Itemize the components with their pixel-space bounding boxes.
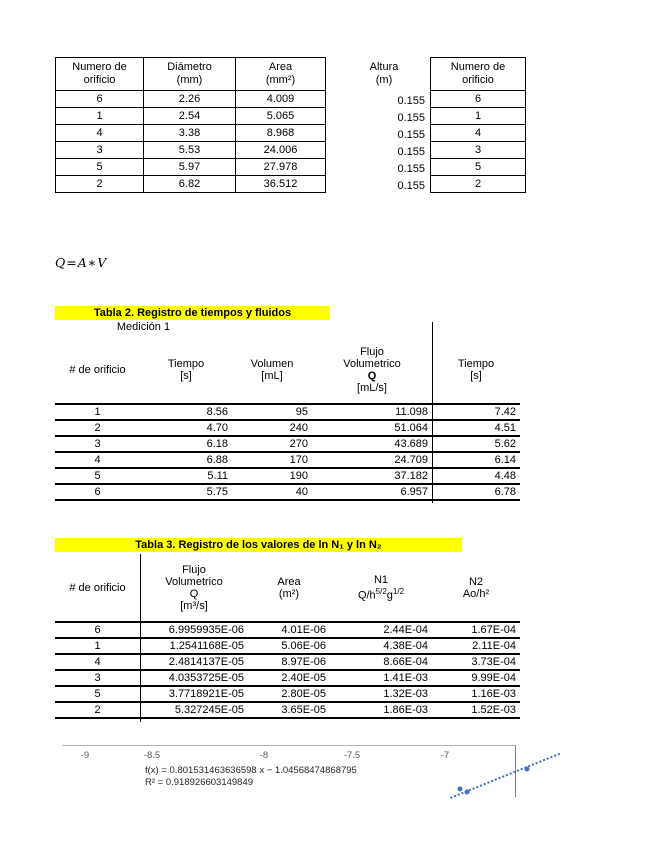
table-row: [431, 108, 526, 125]
header-text: Q: [367, 369, 377, 382]
header-text: N1: [373, 573, 389, 586]
data-point: [458, 787, 463, 792]
table-row: [431, 91, 526, 108]
chart-x-axis-line: [62, 745, 515, 746]
table-row: [55, 420, 520, 436]
equation-text: f(x) = 0.801531463636598 x − 1.04568474868795: [145, 765, 357, 776]
table-cell: 8.97E-06: [248, 654, 330, 670]
n1-formula: $Q/h^{5/2}g^{1/2}$: [357, 586, 405, 602]
tabla3-title: Tabla 3. Registro de los valores de ln N₁ y ln N₂: [55, 538, 462, 552]
tabla3-valores-ln: [55, 554, 520, 719]
table-cell: 170: [232, 452, 312, 468]
table-row: [56, 159, 326, 176]
table-cell: 40: [232, 484, 312, 500]
table-cell: 4: [55, 452, 140, 468]
table-cell: 27.978: [236, 159, 326, 176]
table-cell: 37.182: [312, 468, 432, 484]
x-tick-label: -8.5: [143, 750, 161, 761]
table-cell: 1.67E-04: [432, 622, 520, 638]
table-cell: 7.42: [432, 404, 520, 420]
x-tick-label: -7.5: [343, 750, 361, 761]
table-cell: 6.82: [144, 176, 236, 193]
orifice-dimensions-table: [55, 57, 326, 193]
table-cell: 3.38: [144, 125, 236, 142]
header-text: [s]: [180, 369, 192, 382]
header-text: Altura: [369, 61, 399, 73]
x-tick-label: -7: [440, 750, 450, 761]
table-cell: 5.06E-06: [248, 638, 330, 654]
table-header-row: [56, 58, 326, 91]
table-row: [55, 484, 520, 500]
table-cell: 1.16E-03: [432, 686, 520, 702]
table-cell: 2: [55, 702, 140, 718]
table-cell: 1.2541168E-05: [140, 638, 248, 654]
orifice-number-body: [431, 91, 526, 193]
header-text: Numero de: [72, 61, 127, 73]
col-header-tiempo-1: [140, 336, 232, 404]
header-text: [mL]: [261, 369, 283, 382]
table-cell: 5.327245E-05: [140, 702, 248, 718]
table-cell: 6: [431, 91, 526, 108]
header-text: (m²): [278, 587, 300, 600]
table-row: [55, 686, 520, 702]
col-header-numero-orificio: [431, 58, 526, 91]
table-cell: 5: [55, 686, 140, 702]
col-header-flujo-volumetrico: [312, 336, 432, 404]
col-header-orificio: [55, 336, 140, 404]
table-cell: 3: [56, 142, 144, 159]
table-header-row: [55, 554, 520, 622]
header-text: Q: [189, 587, 199, 600]
table-row: [55, 468, 520, 484]
header-text: Volumen: [250, 357, 294, 370]
table-cell: 3: [431, 142, 526, 159]
header-text: # de orificio: [69, 363, 126, 376]
tabla2-tiempos-fluidos: [55, 336, 520, 501]
header-text: [mL/s]: [357, 381, 387, 394]
col-header-tiempo-2: [432, 336, 520, 404]
table-cell: 6.957: [312, 484, 432, 500]
header-text: orificio: [462, 74, 494, 86]
table-cell: 1.41E-03: [330, 670, 432, 686]
table-cell: 1: [55, 638, 140, 654]
table-cell: 5: [56, 159, 144, 176]
table-row: [55, 622, 520, 638]
table-cell: 2.11E-04: [432, 638, 520, 654]
table-cell: 24.709: [312, 452, 432, 468]
flow-formula: Q=A∗V: [55, 255, 108, 270]
col-header-orificio: [55, 554, 140, 622]
table-cell: 4: [56, 125, 144, 142]
table-cell: 51.064: [312, 420, 432, 436]
table-cell: 2.44E-04: [330, 622, 432, 638]
table-cell: 1.52E-03: [432, 702, 520, 718]
table-cell: 8.66E-04: [330, 654, 432, 670]
col-header-flujo-volumetrico: [140, 554, 248, 622]
header-text: # de orificio: [69, 581, 126, 594]
table-cell: 4.51: [432, 420, 520, 436]
table-cell: 2: [56, 176, 144, 193]
table-cell: 4.48: [432, 468, 520, 484]
header-text: Numero de: [450, 61, 506, 73]
table-cell: 5.11: [140, 468, 232, 484]
tabla2-body: [55, 404, 520, 500]
header-text: Volumetrico: [165, 575, 223, 588]
altura-column: [340, 57, 428, 195]
table-cell: 4.01E-06: [248, 622, 330, 638]
r-squared-text: R² = 0.918926603149849: [145, 777, 254, 788]
header-text: Tiempo: [457, 357, 495, 370]
header-text: [s]: [470, 369, 482, 382]
table-cell: 5.97: [144, 159, 236, 176]
table-cell: 4: [55, 654, 140, 670]
table-cell: 8.56: [140, 404, 232, 420]
table-cell: 9.99E-04: [432, 670, 520, 686]
table-cell: 5: [55, 468, 140, 484]
col-header-area: [248, 554, 330, 622]
table-row: [56, 108, 326, 125]
trendline: [450, 753, 560, 799]
table-cell: 6: [56, 91, 144, 108]
table-cell: 5: [431, 159, 526, 176]
altura-value: 0.155: [397, 95, 425, 107]
altura-value: 0.155: [397, 112, 425, 124]
altura-value: 0.155: [397, 180, 425, 192]
altura-value: 0.155: [397, 129, 425, 141]
x-tick-label: -9: [80, 750, 90, 761]
table-header-row: [55, 336, 520, 404]
table-cell: 190: [232, 468, 312, 484]
table-cell: 6.14: [432, 452, 520, 468]
table-cell: 43.689: [312, 436, 432, 452]
table-cell: 2.40E-05: [248, 670, 330, 686]
header-text: (mm²): [265, 74, 296, 86]
table-row: [431, 159, 526, 176]
header-text: Diámetro: [167, 61, 212, 73]
altura-value: 0.155: [397, 163, 425, 175]
header-text: [m³/s]: [180, 599, 208, 612]
header-text: orificio: [83, 74, 116, 86]
tabla2-title: Tabla 2. Registro de tiempos y fluidos: [55, 306, 330, 320]
table-cell: 1: [431, 108, 526, 125]
table-cell: 36.512: [236, 176, 326, 193]
table-cell: 4.70: [140, 420, 232, 436]
header-text: Area: [277, 575, 301, 588]
table-cell: 4: [431, 125, 526, 142]
header-text: Flujo: [182, 563, 206, 576]
table-cell: 2.54: [144, 108, 236, 125]
table-cell: 2.26: [144, 91, 236, 108]
col-header-numero-orificio: [56, 58, 144, 91]
table-cell: 5.53: [144, 142, 236, 159]
col-header-area: [236, 58, 326, 91]
table-cell: 5.75: [140, 484, 232, 500]
header-text: (mm): [176, 74, 203, 86]
table-row: [55, 404, 520, 420]
table-cell: 6: [55, 484, 140, 500]
scatter-chart-fragment: [0, 745, 655, 848]
table-cell: 3.7718921E-05: [140, 686, 248, 702]
col-header-volumen: [232, 336, 312, 404]
table-row: [56, 142, 326, 159]
header-text: Ao/h²: [462, 587, 490, 600]
col-header-altura: [340, 57, 428, 93]
table-cell: 1.86E-03: [330, 702, 432, 718]
table-cell: 8.968: [236, 125, 326, 142]
table-cell: 1: [55, 404, 140, 420]
tabla3-body: [55, 622, 520, 718]
header-text: (m): [375, 74, 393, 86]
header-text: Tiempo: [167, 357, 205, 370]
table-cell: 3.73E-04: [432, 654, 520, 670]
x-tick-label: -8: [259, 750, 269, 761]
table-cell: 270: [232, 436, 312, 452]
header-text: Volumetrico: [343, 357, 401, 370]
orifice-dimensions-body: [56, 91, 326, 193]
trendline-equation: [145, 765, 357, 789]
table-cell: 24.006: [236, 142, 326, 159]
table-row: [55, 654, 520, 670]
table-row: [431, 125, 526, 142]
table-cell: 5.62: [432, 436, 520, 452]
table-row: [55, 638, 520, 654]
altura-value: 0.155: [397, 146, 425, 158]
table-row: [56, 125, 326, 142]
table-cell: 4.0353725E-05: [140, 670, 248, 686]
table-row: [55, 670, 520, 686]
table-cell: 6.18: [140, 436, 232, 452]
table-row: [56, 176, 326, 193]
table-row: [55, 436, 520, 452]
table-cell: 1: [56, 108, 144, 125]
header-text: Area: [268, 61, 293, 73]
table-cell: 2: [55, 420, 140, 436]
table-cell: 6.9959935E-06: [140, 622, 248, 638]
table-cell: 6: [55, 622, 140, 638]
table-cell: 4.38E-04: [330, 638, 432, 654]
orifice-number-table: [430, 57, 526, 193]
table-cell: 5.065: [236, 108, 326, 125]
table-cell: 3: [55, 670, 140, 686]
table-cell: 2.4814137E-05: [140, 654, 248, 670]
table-cell: 6.78: [432, 484, 520, 500]
table-header-row: [431, 58, 526, 91]
table-cell: 3.65E-05: [248, 702, 330, 718]
tabla3-divider-line: [140, 554, 141, 722]
table-cell: 2: [431, 176, 526, 193]
table-cell: 11.098: [312, 404, 432, 420]
tabla2-divider-line: [432, 322, 433, 503]
table-cell: 240: [232, 420, 312, 436]
header-text: Flujo: [360, 345, 384, 358]
header-text: N2: [468, 575, 484, 588]
table-cell: 95: [232, 404, 312, 420]
table-row: [55, 702, 520, 718]
table-row: [431, 142, 526, 159]
col-header-diametro: [144, 58, 236, 91]
col-header-n2: [432, 554, 520, 622]
table-row: [55, 452, 520, 468]
table-cell: 3: [55, 436, 140, 452]
table-cell: 6.88: [140, 452, 232, 468]
col-header-n1: [330, 554, 432, 622]
table-cell: 2.80E-05: [248, 686, 330, 702]
table-row: [431, 176, 526, 193]
table-cell: 1.32E-03: [330, 686, 432, 702]
table-cell: 4.009: [236, 91, 326, 108]
medicion-label: Medición 1: [116, 321, 171, 333]
table-row: [56, 91, 326, 108]
